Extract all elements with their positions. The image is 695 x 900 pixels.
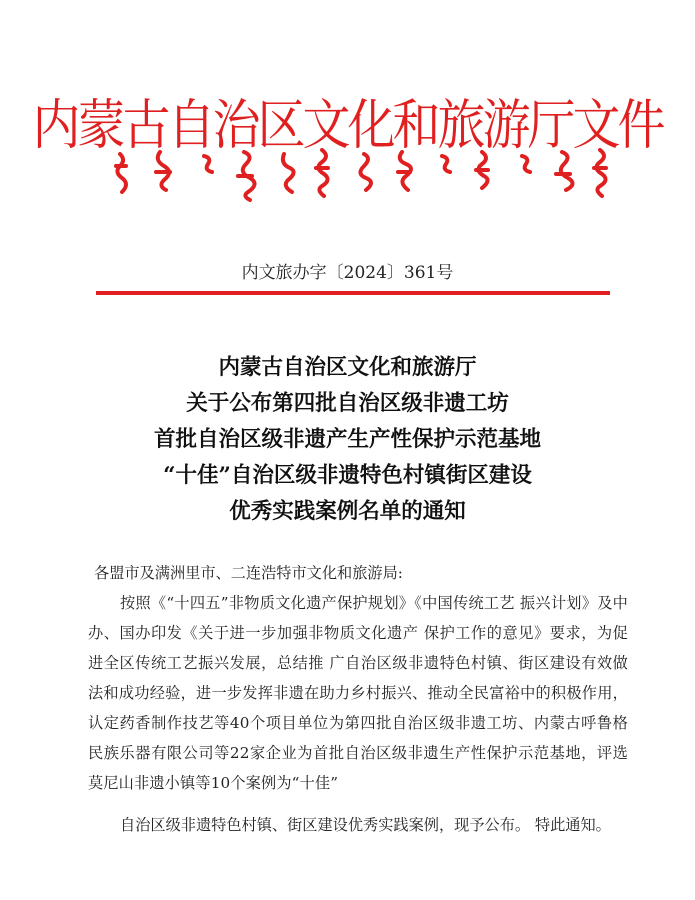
notice-title xyxy=(0,350,695,530)
body-paragraph: 自治区级非遗特色村镇、街区建设优秀实践案例，现予公布。 特此通知。 xyxy=(120,816,611,834)
title-line: 内蒙古自治区文化和旅游厅 xyxy=(218,355,477,380)
document-number: 内文旅办字〔2024〕361号 xyxy=(241,263,454,283)
title-line: 关于公布第四批自治区级非遗工坊 xyxy=(186,391,509,416)
title-line: “十佳”自治区级非遗特色村镇街区建设 xyxy=(163,463,532,488)
mongolian-script-logo xyxy=(112,146,612,206)
body-paragraph: 按照《“十四五”非物质文化遗产保护规划》《中国传统工艺 振兴计划》及中办、国办印发《关于进一步加强非物质文化遗产 保护工作的意见》要求，为促进全区传统工艺振兴发展，总结推 广自治区级非遗特色村镇、街区建设有效做法和成功经验，进一步发挥非遗在助力乡村振兴、推动全民富裕中的积极作用，认定药香制作技艺等40个项目单位为第四批自治区级非遗工坊、内蒙古呼鲁格民族乐器有限公司等22家企业为首批自治区级非遗生产性保护示范基地，评选莫尼山非遗小镇等10个案例为“十佳” xyxy=(88,594,628,792)
document-header-title: 内蒙古自治区文化和旅游厅文件 xyxy=(32,94,663,158)
red-divider xyxy=(96,291,610,295)
title-line: 优秀实践案例名单的通知 xyxy=(229,499,466,524)
salutation: 各盟市及满洲里市、二连浩特市文化和旅游局: xyxy=(94,564,403,582)
notice-body xyxy=(88,558,628,840)
title-line: 首批自治区级非遗产生产性保护示范基地 xyxy=(153,427,541,452)
